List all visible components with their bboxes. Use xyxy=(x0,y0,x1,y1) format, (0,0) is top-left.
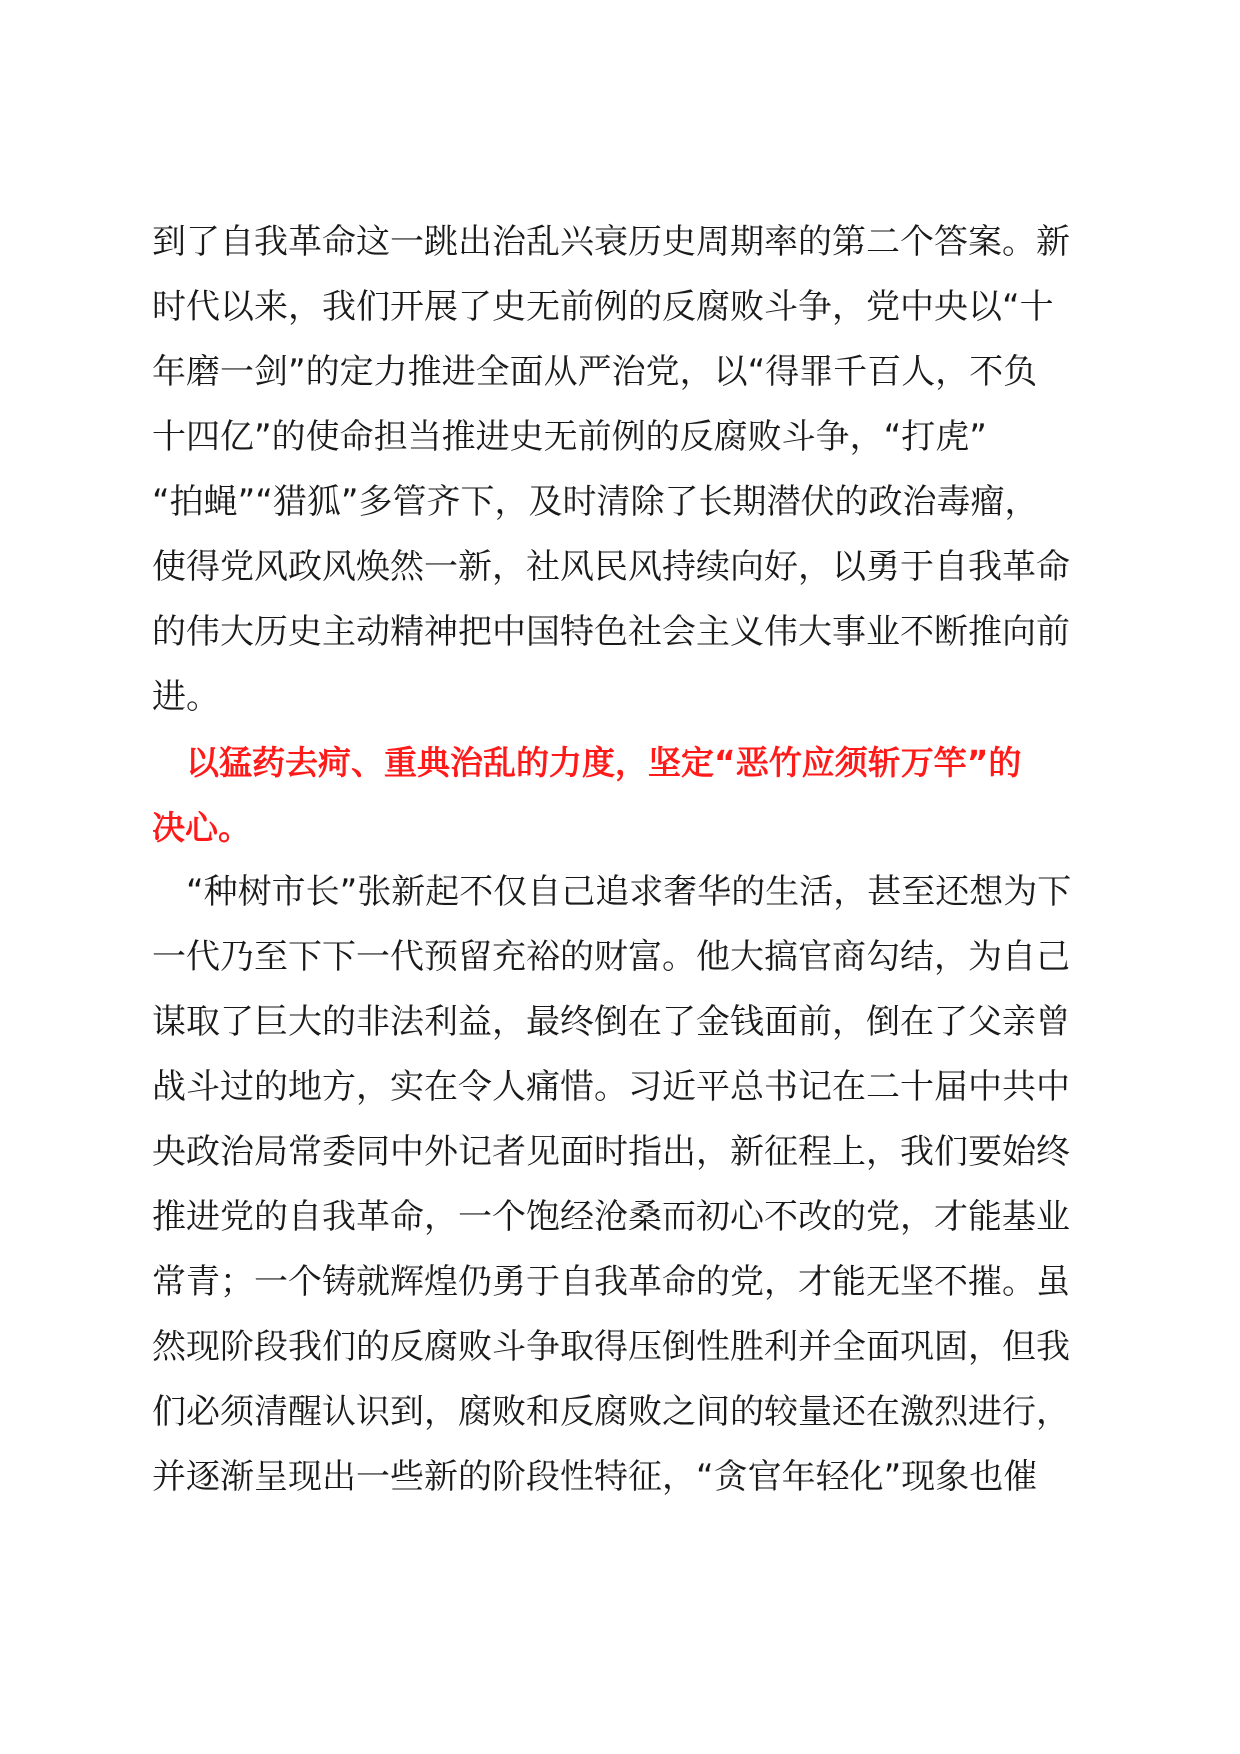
heading-line: 决心。 xyxy=(152,808,251,847)
paragraph-1 xyxy=(152,210,1082,730)
paragraph-line: 一代乃至下下一代预留充裕的财富。他大搞官商勾结，为自己 xyxy=(152,937,1070,977)
paragraph-line: “拍蝇”“猎狐”多管齐下，及时清除了长期潜伏的政治毒瘤， xyxy=(152,482,1039,522)
paragraph-line: “种树市长”张新起不仅自己追求奢华的生活，甚至还想为下 xyxy=(186,872,1072,912)
paragraph-line: 十四亿”的使命担当推进史无前例的反腐败斗争，“打虎” xyxy=(152,417,987,457)
paragraph-line: 时代以来，我们开展了史无前例的反腐败斗争，党中央以“十 xyxy=(152,287,1054,327)
paragraph-line: 们必须清醒认识到，腐败和反腐败之间的较量还在激烈进行， xyxy=(152,1392,1070,1432)
paragraph-line: 使得党风政风焕然一新，社风民风持续向好，以勇于自我革命 xyxy=(152,547,1070,587)
section-heading xyxy=(152,730,1082,860)
paragraph-line: 并逐渐呈现出一些新的阶段性特征，“贪官年轻化”现象也催 xyxy=(152,1457,1038,1497)
document-body xyxy=(152,210,1082,1510)
paragraph-line: 常青；一个铸就辉煌仍勇于自我革命的党，才能无坚不摧。虽 xyxy=(152,1262,1070,1302)
paragraph-line: 央政治局常委同中外记者见面时指出，新征程上，我们要始终 xyxy=(152,1132,1070,1172)
paragraph-line: 进。 xyxy=(152,677,220,717)
paragraph-line: 年磨一剑”的定力推进全面从严治党，以“得罪千百人，不负 xyxy=(152,352,1038,392)
heading-line: 以猛药去疴、重典治乱的力度，坚定“恶竹应须斩万竿”的 xyxy=(186,743,1022,782)
paragraph-line: 战斗过的地方，实在令人痛惜。习近平总书记在二十届中共中 xyxy=(152,1067,1070,1107)
paragraph-line: 的伟大历史主动精神把中国特色社会主义伟大事业不断推向前 xyxy=(152,612,1070,652)
paragraph-line: 谋取了巨大的非法利益，最终倒在了金钱面前，倒在了父亲曾 xyxy=(152,1002,1070,1042)
paragraph-line: 然现阶段我们的反腐败斗争取得压倒性胜利并全面巩固，但我 xyxy=(152,1327,1070,1367)
paragraph-2 xyxy=(152,860,1082,1510)
paragraph-line: 到了自我革命这一跳出治乱兴衰历史周期率的第二个答案。新 xyxy=(152,222,1070,262)
paragraph-line: 推进党的自我革命，一个饱经沧桑而初心不改的党，才能基业 xyxy=(152,1197,1070,1237)
